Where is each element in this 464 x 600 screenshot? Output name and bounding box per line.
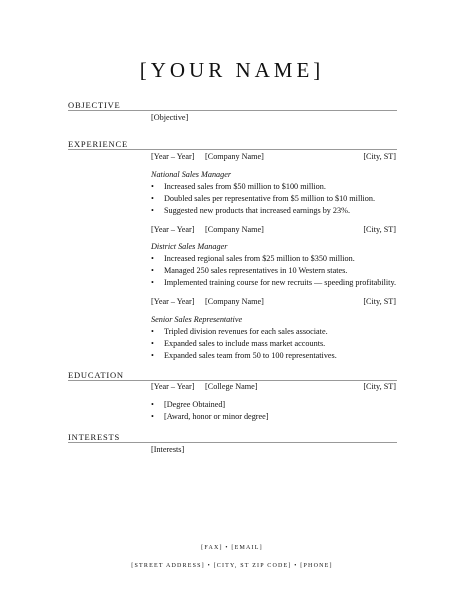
job-3-years: [Year – Year] (151, 297, 195, 306)
objective-divider (68, 110, 397, 111)
job-1-company: [Company Name] (205, 152, 264, 161)
job-2-bullet-3: • Implemented training course for new recruits — speeding profitability. (151, 278, 397, 287)
job-2-company: [Company Name] (205, 225, 264, 234)
job-2-years: [Year – Year] (151, 225, 195, 234)
job-1-title: National Sales Manager (151, 170, 232, 179)
education-college: [College Name] (205, 382, 258, 391)
education-years: [Year – Year] (151, 382, 195, 391)
education-city: [City, ST] (363, 382, 396, 391)
job-2-title: District Sales Manager (151, 242, 228, 251)
footer-contact-line-2: [STREET ADDRESS] • [CITY, ST ZIP CODE] • [PHONE] (131, 563, 333, 569)
objective-text: [Objective] (151, 113, 189, 122)
education-divider (68, 380, 397, 381)
education-heading: EDUCATION (68, 370, 124, 380)
job-3-city: [City, ST] (363, 297, 396, 306)
interests-heading: INTERESTS (68, 432, 121, 442)
job-1-years: [Year – Year] (151, 152, 195, 161)
job-2-bullet-2: • Managed 250 sales representatives in 10 Western states. (151, 266, 348, 275)
education-bullet-1: • [Degree Obtained] (151, 400, 226, 409)
job-1-bullet-2: • Doubled sales per representative from $5 million to $10 million. (151, 194, 376, 203)
experience-heading: EXPERIENCE (68, 139, 128, 149)
job-1-bullet-3: • Suggested new products that increased earnings by 23%. (151, 206, 350, 215)
job-3-bullet-3: • Expanded sales team from 50 to 100 representatives. (151, 351, 337, 360)
job-3-bullet-2: • Expanded sales to include mass market accounts. (151, 339, 326, 348)
education-bullet-2: • [Award, honor or minor degree] (151, 412, 269, 421)
interests-text: [Interests] (151, 445, 185, 454)
job-1-bullet-1: • Increased sales from $50 million to $100 million. (151, 182, 326, 191)
experience-divider (68, 149, 397, 150)
job-3-title: Senior Sales Representative (151, 315, 243, 324)
resume-name: [YOUR NAME] (139, 58, 325, 82)
footer-contact-line-1: [FAX] • [EMAIL] (201, 545, 263, 551)
interests-divider (68, 442, 397, 443)
job-2-city: [City, ST] (363, 225, 396, 234)
job-3-bullet-1: • Tripled division revenues for each sales associate. (151, 327, 328, 336)
job-2-bullet-1: • Increased regional sales from $25 million to $350 million. (151, 254, 355, 263)
job-1-city: [City, ST] (363, 152, 396, 161)
job-3-company: [Company Name] (205, 297, 264, 306)
objective-heading: OBJECTIVE (68, 100, 121, 110)
